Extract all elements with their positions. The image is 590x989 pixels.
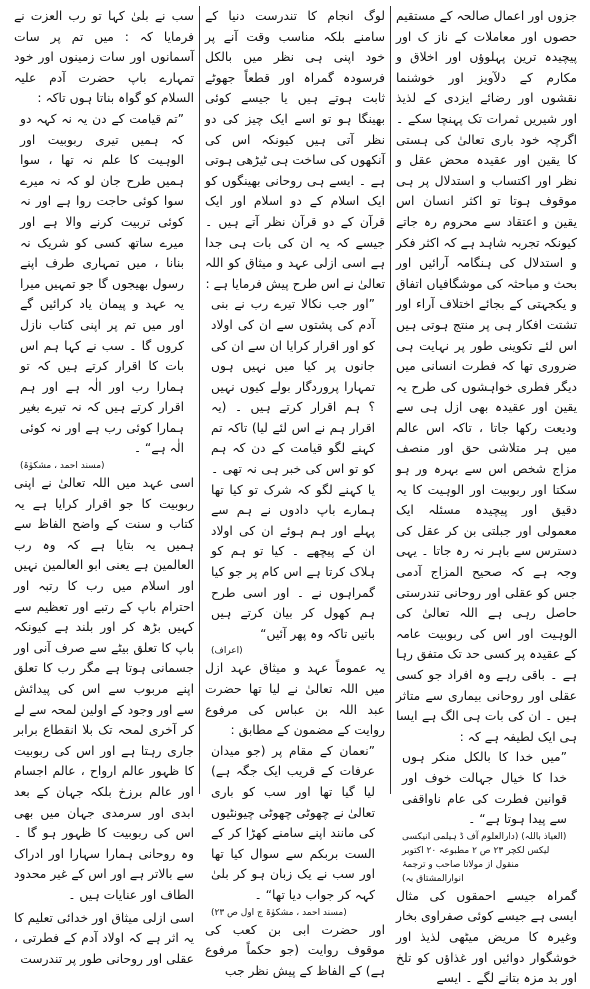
column-middle-quote-2-reference: (مسند احمد ، مشکوٰۃ ج اول ص ۲۳) (211, 907, 347, 918)
column-right-quote-1-text: ”میں خدا کا بالکل منکر ہوں خدا کا خیال جہالت خوف اور قوانین فطرت کی عام ناواقفی سے پیدا ہوتا ہے“ ۔ (402, 750, 567, 827)
column-right (391, 6, 582, 986)
column-left (9, 6, 200, 966)
column-left-quote-1-reference: (مسند احمد ، مشکوٰۃ) (20, 461, 105, 472)
column-right-paragraph-1: جزوں اور اعمال صالحہ کے مستقیم حصوں اور معاملات کے ناز ک اور پیچیدہ ترین پہلوؤں اور اخلاق و مکارم کے دلآویز اور خوشنما نقشوں اور رضائے ایزدی کے لذیذ اور شیریں ثمرات تک پہنچا سکے ۔ اگرچہ خود باری تعالیٰ کی ہستی کا یقین اور عقیدہ محض عقل و نظر اور اکتساب و استدلال پر ہی موقوف ہوتا تو اکثر انسان اس یقین و اعتقاد سے محروم رہ جاتے کیونکہ تجربہ شاہد ہے کہ اکثر فکر و استدلال کی ہنگامہ آرائیں اور بحث و مباحثہ کی موشگافیاں اتفاق و یکجہتی کے بجائے اختلاف آراء اور تشتت افکار ہی پر منتج ہوتی ہیں اس لئے تکوینی طور پر نہایت ہی ضروری تھا کہ فطرت انسانی میں دیگر فطری خواہشوں کی طرح یہ یقین اور عقیدہ بھی ازل ہی سے ودیعت رکھا جاتا ، تاکہ اس عالم میں ہر متلاشی حق اور منصف مزاج شخص اس سے بہرہ ور ہو سکتا اور ربوبیت اور الوہیت کا یہ دقیق اور پیچیدہ مسئلہ ایک معمولی اور جبلتی بن کر عقل کی دسترس سے باہر نہ رہ جاتا ۔ یہی وجہ ہے کہ صحیح المزاج آدمی جس کو عقلی اور روحانی تندرستی حاصل رہی ہے اللہ تعالیٰ کی الوہیت اور اس کی ربوبیت عامہ کے عقیدہ پر کسی حد تک متفق رہا ہے ۔ باقی رہے وہ افراد جو کسی عقلی اور روحانی بیماری سے متاثر ہیں ۔ ان کی بات ہی الگ ہے ایسا ہی ایک لطیفہ ہے کہ : (396, 9, 577, 744)
column-left-paragraph-2: اسی عہد میں اللہ تعالیٰ نے اپنی ربوبیت کا جو اقرار کرایا ہے یہ کتاب و سنت کے واضح الفاظ سے ہمیں یہ بتایا ہے کہ وہ رب العالمین ہے یعنی ابو العالمین نہیں اور اسلام میں رب کا رتبہ اور احترام باپ کے رتبے اور تعظیم سے کہیں بڑھ کر اور بلند ہے کیونکہ باپ کا تعلق بیٹے سے صرف آنی اور جسمانی ہوتا ہے مگر رب کا تعلق اپنے مربوب سے اس کی پیدائش سے اور وجود کے اولین لمحہ سے لے کر آخری لمحہ تک بلا انقطاع برابر جاری رہتا ہے اور اس کی ربوبیت کا ظہور عالم ارواح ، عالم اجسام اور عالم برزخ بلکہ جہان کے بعد ابدی اور سرمدی جہان میں بھی اس کی ربوبیت کا ظہور ہو گا ۔ وہ روحانی ہمارا سہارا اور ادراک سے بالاتر ہے اور اس کے غیر محدود الطاف اور عنایات ہیں ۔ (14, 476, 194, 902)
column-middle-paragraph-3: اور حضرت ابی بن کعب کی موقوف روایت (جو حکماً مرفوع ہے) کے الفاظ کے پیش نظر جب (205, 922, 385, 978)
column-middle (200, 6, 391, 978)
column-middle-quote-1 (205, 294, 385, 658)
column-middle-paragraph-1: لوگ انجام کا تندرست دنیا کے سامنے بلکہ مناسب وقت آنے پر خود اپنی ہی نظر میں بالکل فرسودہ گمراہ اور قطعاً جھوٹے ثابت ہوتے ہیں یا جیسے کوئی بھینگا ہو تو اسے ایک چیز کی دو نظر آتی ہیں کیونکہ اس کی آنکھوں کی ساخت ہی ٹیڑھی ہوتی ہے ۔ ایسے ہی روحانی بھینگوں کو ایک اسلام کے دو اسلام اور ایک قرآن کے دو قرآن نظر آتے ہیں ۔ جیسے کہ یہ ان کی بات ہی جدا ہے اسی ازلی عہد و میثاق کو اللہ تعالیٰ نے اس طرح پیش فرمایا ہے : (205, 9, 385, 291)
column-right-paragraph-2: گمراہ جیسے احمقوں کی مثال ایسی ہے جیسے کوئی صفراوی بخار وغیرہ کا مریض میٹھی لذیذ اور خوشگوار دوائیں اور غذاؤں کو تلخ اور بد مزہ بتانے لگے ۔ ایسے (396, 888, 577, 986)
column-right-quote-1 (396, 747, 577, 885)
column-middle-paragraph-2: یہ عموماً عہد و میثاق عہد ازل میں اللہ تعالیٰ نے لیا تھا حضرت عبد اللہ بن عباس کی مرفوع روایت کے مضمون کے مطابق : (205, 661, 385, 738)
column-middle-quote-2-text: ”نعمان کے مقام پر (جو میدان عرفات کے قریب ایک جگہ ہے) لیا گیا تھا اور سب کو باری تعالیٰ نے چھوٹی چھوٹی چیونٹیوں کی مانند اپنے سامنے کھڑا کر کے الست بربکم سے سوال کیا تھا اور سب نے یک زبان ہو کر بلیٰ کہہ کر جواب دیا تھا“ ۔ (211, 743, 375, 902)
column-left-paragraph-1: سب نے بلیٰ کہا تو رب العزت نے فرمایا کہ : میں تم پر سات آسمانوں اور سات زمینوں اور خود تمہارے باپ حضرت آدم علیہ السلام کو گواہ بناتا ہوں تاکہ : (14, 9, 194, 106)
column-right-quote-1-reference: (العیاذ باللہ) (دارالعلوم آف ڈ ہیلمی انیکسی لیکس لکچر ۲۳ ص ۲ مطبوعہ ۲۰ اکتوبر منقول از مولانا صاحب و ترجمۂ انوارالمشتاق بہ) (402, 831, 567, 884)
column-left-quote-1 (14, 109, 194, 473)
column-left-paragraph-3: اسی ازلی میثاق اور خدائی تعلیم کا یہ اثر ہے کہ اولاد آدم کے فطرتی ، عقلی اور روحانی طور پر تندرست (14, 910, 194, 966)
column-middle-quote-1-text: ”اور جب نکالا تیرے رب نے بنی آدم کی پشتوں سے ان کی اولاد کو اور اقرار کرایا ان سے ان کی جانوں پر کیا میں نہیں ہوں تمہارا پروردگار بولے کیوں نہیں ؟ ہم اقرار کرتے ہیں ۔ (یہ اقرار ہم نے اس لئے لیا) تاکہ تم کہنے لگو قیامت کے دن کہ ہم کو تو اس کی خبر ہی نہ تھی ۔ یا کہنے لگو کہ شرک تو کیا تھا ہمارے باپ دادوں نے ہم سے پہلے اور ہم ہوئے ان کی اولاد ان کے پیچھے ۔ کیا تو ہم کو ہلاک کرتا ہے اس کام پر جو کیا گمراہوں نے ۔ اور اسی طرح ہم کھول کر بیان کرتے ہیں باتیں تاکہ وہ پھر آئیں“ (211, 297, 375, 641)
column-middle-quote-2 (205, 741, 385, 920)
column-middle-quote-1-reference: (اعراف) (211, 646, 243, 657)
column-left-quote-1-text: ”تم قیامت کے دن یہ نہ کہہ دو کہ ہمیں تیری ربوبیت اور الوہیت کا علم نہ تھا ، سوا ہمیں طرح جان لو کہ نہ میرے سوا کوئی حاجت روا ہے اور نہ کوئی تربیت کرنے والا ہے اور میرے ساتھ کسی کو شریک نہ بنانا ، میں تمہاری طرف اپنے رسول بھیجوں گا جو تمہیں میرا یہ عہد و پیمان یاد کرائیں گے اور میں تم پر اپنی کتاب نازل کروں گا ۔ سب نے کہا ہم اس بات کا اقرار کرتے ہیں کہ تو ہمارا رب اور الٰہ ہے اور ہم اقرار کرتے ہیں کہ نہ تیرے بغیر ہمارا کوئی رب ہے اور نہ کوئی الٰہ ہے“ ۔ (20, 111, 184, 456)
